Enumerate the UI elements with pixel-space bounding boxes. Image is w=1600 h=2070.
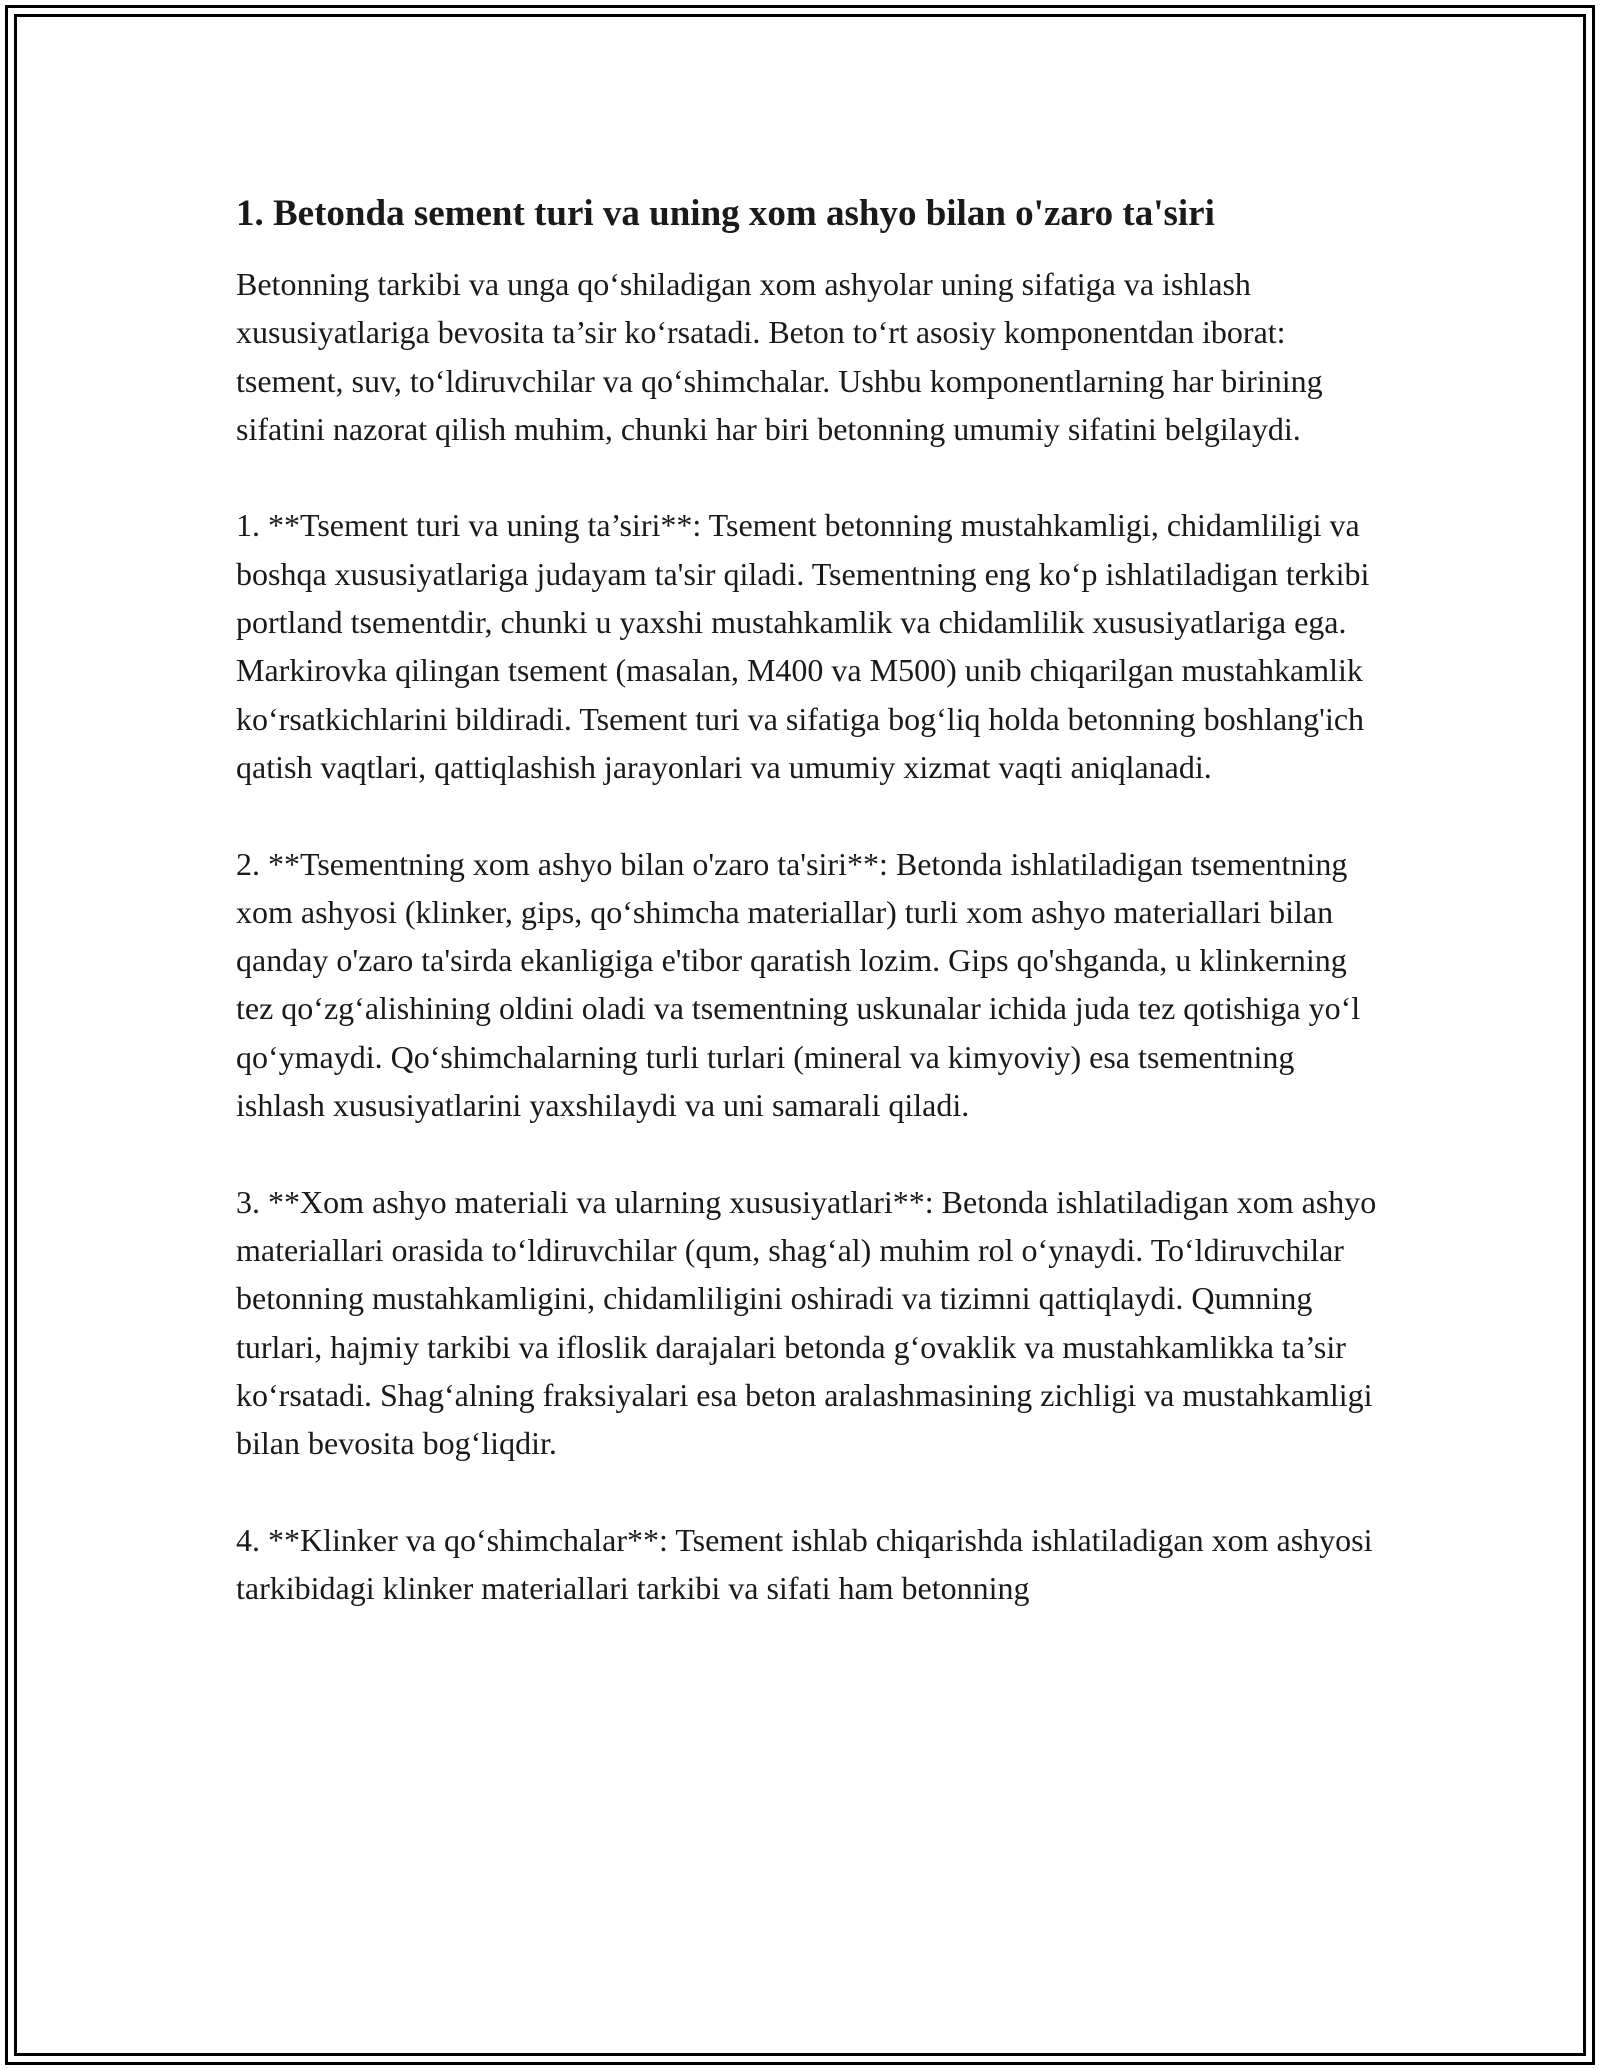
document-body (236, 188, 1386, 1612)
paragraph-cement-type: 1. **Tsement turi va uning ta’siri**: Tsement betonning mustahkamligi, chidamliligi va boshqa xususiyatlariga judayam ta'sir qiladi. Tsementning eng ko‘p ishlatiladigan terkibi portland tsementdir, chunki u yaxshi mustahkamlik va chidamlilik xususiyatlariga ega. Markirovka qilingan tsement (masalan, M400 va M500) unib chiqarilgan mustahkamlik ko‘rsatkichlarini bildiradi. Tsement turi va sifatiga bog‘liq holda betonning boshlang'ich qatish vaqtlari, qattiqlashish jarayonlari va umumiy xizmat vaqti aniqlanadi. (236, 507, 1370, 785)
section-heading: 1. Betonda sement turi va uning xom ashyo bilan o'zaro ta'siri (236, 193, 1215, 234)
intro-paragraph: Betonning tarkibi va unga qo‘shiladigan xom ashyolar uning sifatiga va ishlash xususiyatlariga bevosita ta’sir ko‘rsatadi. Beton to‘rt asosiy komponentdan iborat: tsement, suv, to‘ldiruvchilar va qo‘shimchalar. Ushbu komponentlarning har birining sifatini nazorat qilish muhim, chunki har biri betonning umumiy sifatini belgilaydi. (236, 266, 1323, 447)
paragraph-clinker: 4. **Klinker va qo‘shimchalar**: Tsement ishlab chiqarishda ishlatiladigan xom ashyosi tarkibidagi klinker materiallari tarkibi va sifati ham betonning (236, 1521, 1373, 1607)
paragraph-raw-materials: 3. **Xom ashyo materiali va ularning xususiyatlari**: Betonda ishlatiladigan xom ashyo materiallari orasida to‘ldiruvchilar (qum, shag‘al) muhim rol o‘ynaydi. To‘ldiruvchilar betonning mustahkamligini, chidamliligini oshiradi va tizimni qattiqlaydi. Qumning turlari, hajmiy tarkibi va ifloslik darajalari betonda g‘ovaklik va mustahkamlikka ta’sir ko‘rsatadi. Shag‘alning fraksiyalari esa beton aralashmasining zichligi va mustahkamligi bilan bevosita bog‘liqdir. (236, 1183, 1377, 1462)
paragraph-cement-interaction: 2. **Tsementning xom ashyo bilan o'zaro ta'siri**: Betonda ishlatiladigan tsementning xom ashyosi (klinker, gips, qo‘shimcha materiallar) turli xom ashyo materiallari bilan qanday o'zaro ta'sirda ekanligiga e'tibor qaratish lozim. Gips qo'shganda, u klinkerning tez qo‘zg‘alishining oldini oladi va tsementning uskunalar ichida juda tez qotishiga yo‘l qo‘ymaydi. Qo‘shimchalarning turli turlari (mineral va kimyoviy) esa tsementning ishlash xususiyatlarini yaxshilaydi va uni samarali qiladi. (236, 845, 1361, 1124)
